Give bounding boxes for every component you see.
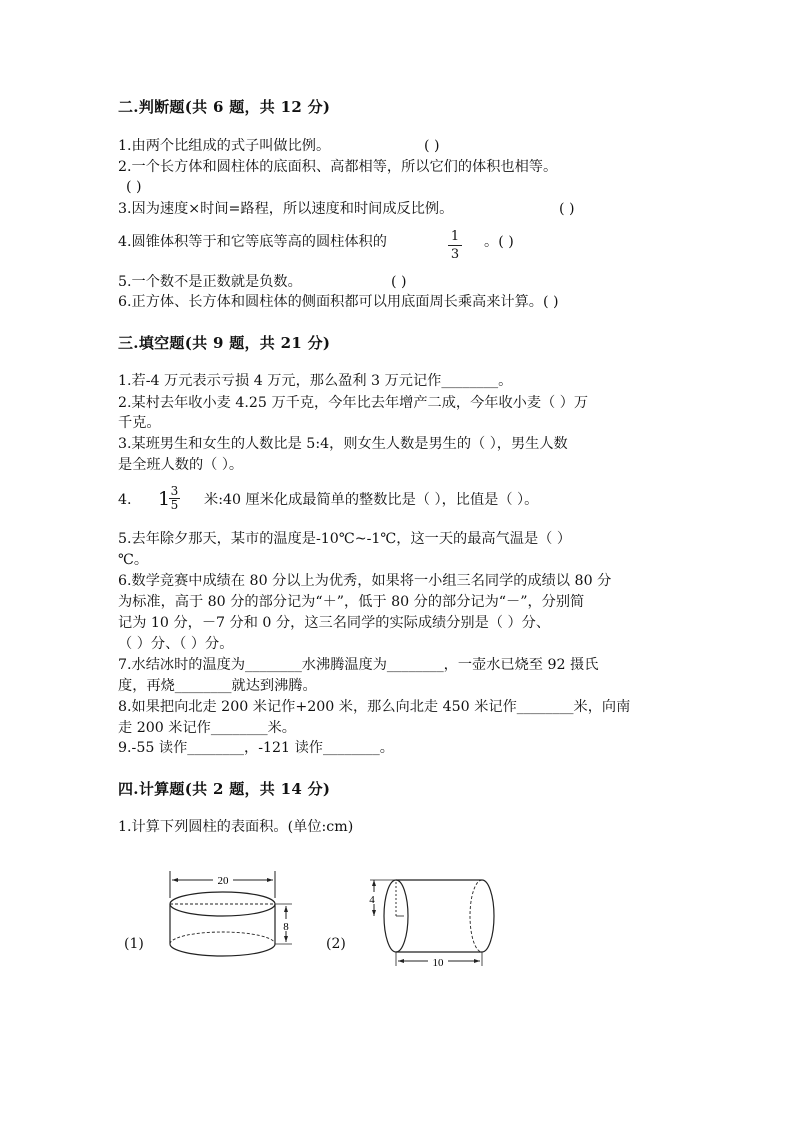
fill-q6-line2: 为标准，高于 80 分的部分记为“＋”，低于 80 分的部分记为“－”，分别简: [118, 594, 585, 610]
fill-q7-line2: 度，再烧________就达到沸腾。: [118, 678, 317, 694]
cylinder-figure-2: [360, 870, 500, 970]
cylinder-figure-1: [160, 868, 300, 968]
figure-1-height-label: 8: [283, 921, 289, 933]
fill-q2-line1: 2.某村去年收小麦 4.25 万千克，今年比去年增产二成，今年收小麦（ ）万: [118, 395, 589, 411]
fill-q8-line2: 走 200 米记作________米。: [118, 720, 296, 736]
calc-q1: 1.计算下列圆柱的表面积。(单位:cm): [118, 819, 354, 835]
fill-q5-line1: 5.去年除夕那天，某市的温度是-10℃~-1℃，这一天的最高气温是（ ）: [118, 531, 572, 547]
fill-q8-line1: 8.如果把向北走 200 米记作+200 米，那么向北走 450 米记作________米，向南: [118, 699, 631, 715]
judge-q4-fraction: [448, 229, 462, 262]
figure-2-label: (2): [326, 936, 346, 952]
fraction-denominator: 5: [170, 498, 179, 512]
fill-q4-number: 4.: [118, 492, 132, 508]
judge-q1-answer[interactable]: ( ): [424, 138, 440, 154]
fill-q1: 1.若-4 万元表示亏损 4 万元，那么盈利 3 万元记作________。: [118, 373, 513, 389]
mixed-whole: 1: [158, 488, 171, 510]
judge-q4-answer[interactable]: 。( ): [484, 234, 514, 250]
judge-q6: 6.正方体、长方体和圆柱体的侧面积都可以用底面周长乘高来计算。( ): [118, 294, 559, 310]
section-4-heading: 四.计算题(共 2 题，共 14 分): [118, 780, 331, 798]
fraction-numerator: 1: [448, 229, 462, 246]
judge-q2: 2.一个长方体和圆柱体的底面积、高都相等，所以它们的体积也相等。: [118, 159, 558, 175]
section-2-heading: 二.判断题(共 6 题，共 12 分): [118, 98, 331, 116]
fill-q3-line2: 是全班人数的（ ）。: [118, 457, 244, 473]
judge-q1: 1.由两个比组成的式子叫做比例。: [118, 138, 331, 154]
section-3-heading: 三.填空题(共 9 题，共 21 分): [118, 334, 331, 352]
figure-1-diameter-label: 20: [217, 875, 229, 887]
figure-1-label: (1): [124, 936, 144, 952]
fraction-numerator: 3: [170, 484, 179, 498]
judge-q5: 5.一个数不是正数就是负数。: [118, 274, 302, 290]
fill-q6-line4: （ ）分、（ ）分。: [118, 636, 234, 652]
judge-q2-answer[interactable]: ( ): [126, 179, 142, 195]
fill-q2-line2: 千克。: [118, 415, 161, 431]
fraction-denominator: 3: [450, 247, 460, 262]
figure-2-radius-label: 4: [369, 894, 375, 906]
fill-q4-mixed-fraction: [158, 485, 184, 515]
fill-q4: 米:40 厘米化成最简单的整数比是（ ），比值是（ ）。: [204, 492, 539, 508]
judge-q4: 4.圆锥体积等于和它等底等高的圆柱体积的: [118, 234, 387, 250]
fill-q3-line1: 3.某班男生和女生的人数比是 5:4，则女生人数是男生的（ ），男生人数: [118, 436, 568, 452]
fill-q9: 9.-55 读作________，-121 读作________。: [118, 740, 394, 756]
fill-q7-line1: 7.水结冰时的温度为________水沸腾温度为________，一壶水已烧至 92 摄氏: [118, 657, 599, 673]
fill-q6-line3: 记为 10 分，－7 分和 0 分，这三名同学的实际成绩分别是（ ）分、: [118, 615, 551, 631]
fill-q6-line1: 6.数学竞赛中成绩在 80 分以上为优秀，如果将一小组三名同学的成绩以 80 分: [118, 573, 612, 589]
judge-q3-answer[interactable]: ( ): [559, 201, 575, 217]
judge-q3: 3.因为速度×时间=路程，所以速度和时间成反比例。: [118, 201, 454, 217]
judge-q5-answer[interactable]: ( ): [391, 274, 407, 290]
fill-q5-line2: ℃。: [118, 552, 149, 568]
figure-2-length-label: 10: [432, 957, 444, 969]
